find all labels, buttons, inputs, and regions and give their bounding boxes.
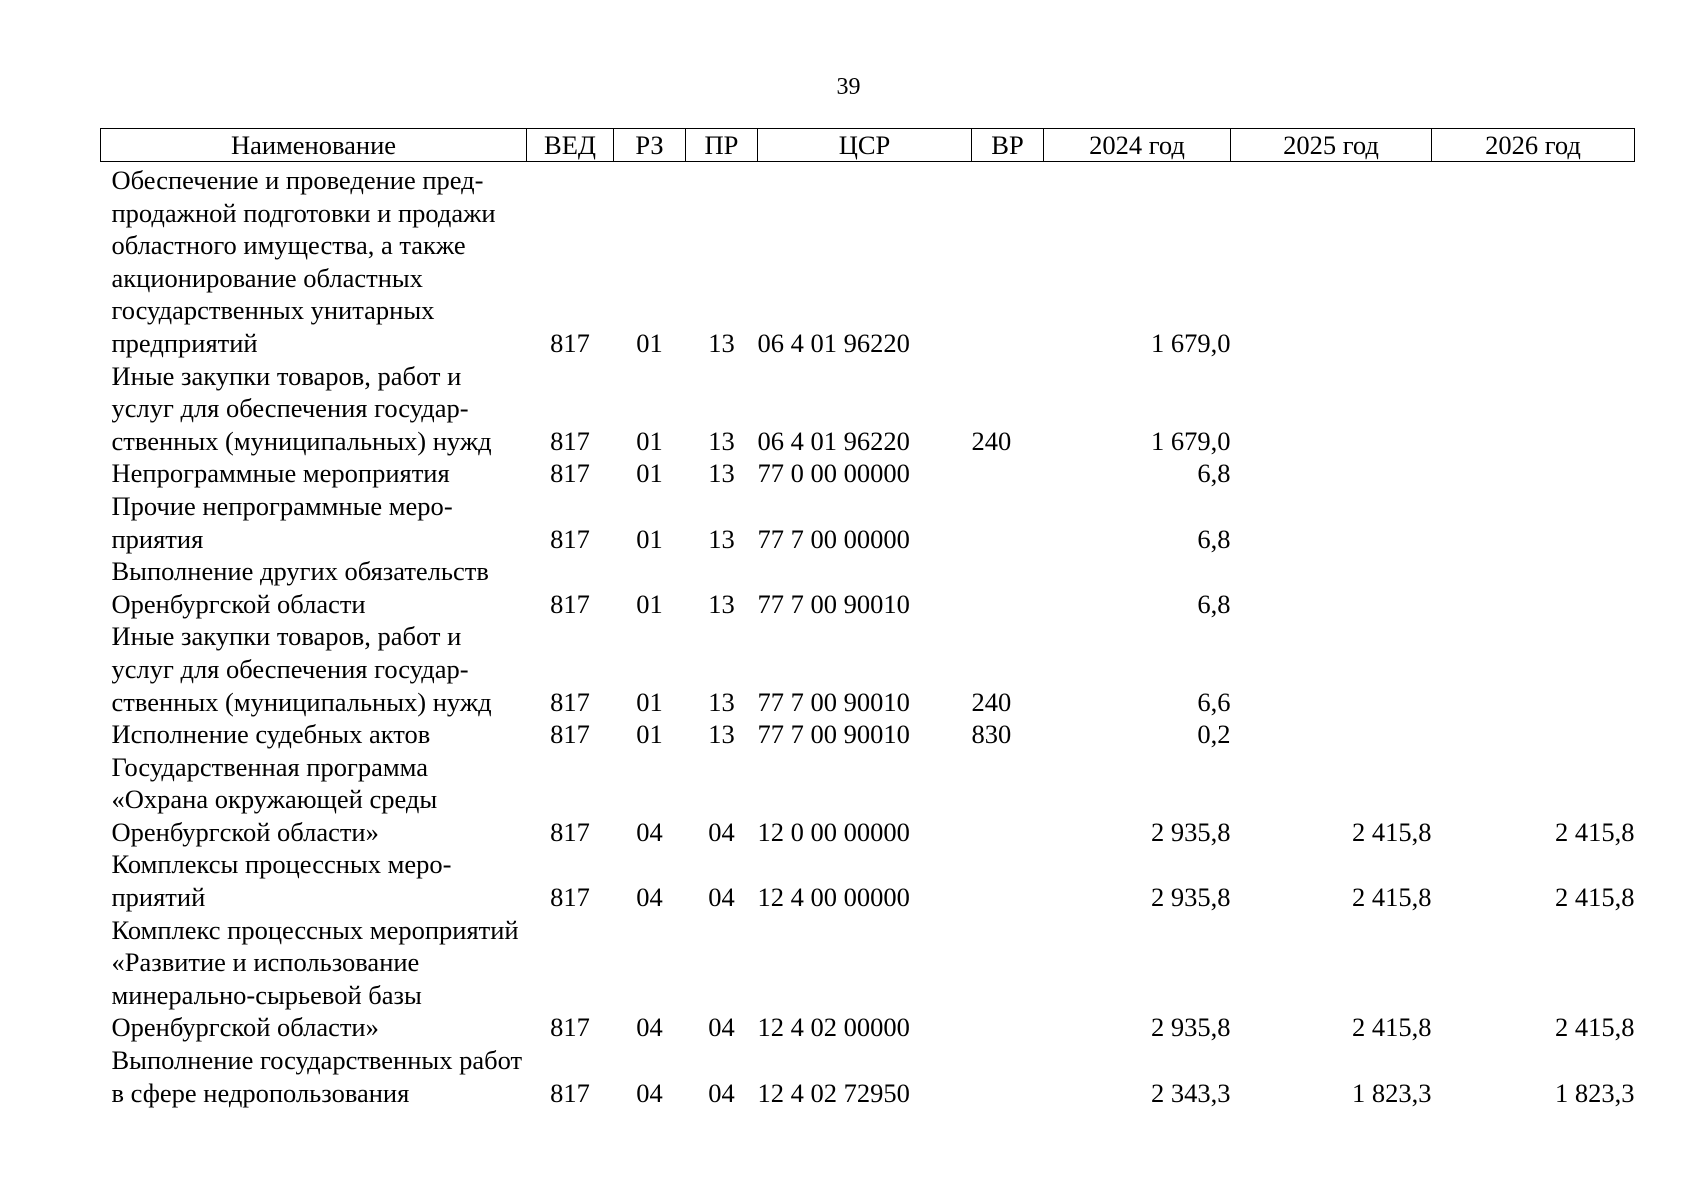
row-2024: 2 935,8 bbox=[1151, 882, 1231, 913]
header-2024: 2024 год bbox=[1044, 129, 1231, 162]
row-rz: 04 bbox=[636, 816, 663, 847]
row-ved: 817 bbox=[550, 1077, 590, 1108]
row-rz: 01 bbox=[636, 686, 663, 717]
row-ved: 817 bbox=[550, 816, 590, 847]
row-2026 bbox=[1432, 490, 1635, 555]
row-name: Государственная программа «Охрана окружающей среды Оренбургской области» bbox=[111, 751, 438, 847]
table-header-row bbox=[101, 129, 1635, 162]
row-ved: 817 bbox=[550, 588, 590, 619]
row-pr: 13 bbox=[708, 458, 735, 489]
table-row bbox=[101, 751, 1635, 849]
row-2025: 2 415,8 bbox=[1352, 1012, 1432, 1043]
row-vr bbox=[972, 1044, 1044, 1109]
row-2025 bbox=[1231, 620, 1432, 718]
row-2025 bbox=[1231, 718, 1432, 751]
row-rz: 01 bbox=[636, 327, 663, 358]
row-csr: 12 4 00 00000 bbox=[757, 882, 910, 913]
row-ved: 817 bbox=[550, 686, 590, 717]
row-2024: 6,8 bbox=[1197, 588, 1231, 619]
header-pr: ПР bbox=[686, 129, 758, 162]
row-2026: 1 823,3 bbox=[1555, 1077, 1635, 1108]
row-2026: 2 415,8 bbox=[1555, 816, 1635, 847]
page-number: 39 bbox=[836, 74, 861, 100]
table-row bbox=[101, 457, 1635, 490]
budget-table bbox=[100, 128, 1635, 1109]
row-ved: 817 bbox=[550, 719, 590, 750]
row-2024: 6,8 bbox=[1197, 458, 1231, 489]
header-2026: 2026 год bbox=[1432, 129, 1635, 162]
row-vr bbox=[972, 914, 1044, 1044]
row-2026: 2 415,8 bbox=[1555, 1012, 1635, 1043]
row-csr: 12 4 02 72950 bbox=[757, 1077, 910, 1108]
row-rz: 01 bbox=[636, 523, 663, 554]
table-row bbox=[101, 555, 1635, 620]
row-pr: 13 bbox=[708, 719, 735, 750]
row-pr: 04 bbox=[708, 882, 735, 913]
row-rz: 01 bbox=[636, 719, 663, 750]
row-vr bbox=[972, 162, 1044, 360]
row-2024: 1 679,0 bbox=[1151, 425, 1231, 456]
row-2026 bbox=[1432, 162, 1635, 360]
header-csr: ЦСР bbox=[758, 129, 972, 162]
row-name: Непрограммные мероприятия bbox=[111, 458, 450, 489]
row-ved: 817 bbox=[550, 425, 590, 456]
row-csr: 77 7 00 00000 bbox=[757, 523, 910, 554]
row-pr: 13 bbox=[708, 588, 735, 619]
row-name: Прочие непрограммные мероприятия bbox=[111, 490, 453, 554]
row-rz: 04 bbox=[636, 1077, 663, 1108]
row-vr: 830 bbox=[971, 719, 1012, 750]
row-2024: 0,2 bbox=[1197, 719, 1231, 750]
row-2026 bbox=[1432, 360, 1635, 458]
row-name: Обеспечение и проведение предпродажной подготовки и продажи областного имущества, а также акционирование областных государственных унитарных предприятий bbox=[111, 165, 496, 358]
row-pr: 13 bbox=[708, 327, 735, 358]
row-csr: 12 0 00 00000 bbox=[757, 816, 910, 847]
row-rz: 01 bbox=[636, 458, 663, 489]
header-name: Наименование bbox=[101, 129, 527, 162]
row-vr bbox=[972, 751, 1044, 849]
row-name: Выполнение других обязательств Оренбургской области bbox=[111, 556, 489, 619]
row-ved: 817 bbox=[550, 882, 590, 913]
row-2024: 6,8 bbox=[1197, 523, 1231, 554]
row-name: Комплекс процессных мероприятий «Развитие и использование минерально-сырьевой базы Оренбургской области» bbox=[111, 914, 519, 1043]
table-row bbox=[101, 914, 1635, 1044]
row-pr: 04 bbox=[708, 1077, 735, 1108]
row-2024: 2 343,3 bbox=[1151, 1077, 1231, 1108]
header-rz: РЗ bbox=[614, 129, 686, 162]
row-vr bbox=[972, 848, 1044, 913]
table-row bbox=[101, 360, 1635, 458]
table-row bbox=[101, 1044, 1635, 1109]
row-vr bbox=[972, 457, 1044, 490]
row-csr: 06 4 01 96220 bbox=[757, 425, 910, 456]
table-row bbox=[101, 848, 1635, 913]
row-csr: 77 7 00 90010 bbox=[757, 719, 910, 750]
row-ved: 817 bbox=[550, 458, 590, 489]
row-vr: 240 bbox=[971, 686, 1012, 717]
row-csr: 77 0 00 00000 bbox=[757, 458, 910, 489]
row-name: Иные закупки товаров, работ и услуг для обеспечения государственных (муниципальных) нужд bbox=[111, 621, 492, 717]
row-csr: 77 7 00 90010 bbox=[757, 686, 910, 717]
row-2024: 2 935,8 bbox=[1151, 1012, 1231, 1043]
row-rz: 01 bbox=[636, 425, 663, 456]
row-2025: 2 415,8 bbox=[1352, 816, 1432, 847]
row-2026 bbox=[1432, 457, 1635, 490]
row-rz: 04 bbox=[636, 1012, 663, 1043]
row-name: Выполнение государственных работ в сфере недропользования bbox=[111, 1045, 523, 1108]
row-ved: 817 bbox=[550, 523, 590, 554]
row-ved: 817 bbox=[550, 327, 590, 358]
row-2025 bbox=[1231, 162, 1432, 360]
row-pr: 04 bbox=[708, 816, 735, 847]
row-2025 bbox=[1231, 490, 1432, 555]
row-name: Комплексы процессных мероприятий bbox=[111, 849, 452, 913]
row-vr bbox=[972, 555, 1044, 620]
row-2024: 6,6 bbox=[1197, 686, 1231, 717]
row-2025 bbox=[1231, 360, 1432, 458]
row-2026 bbox=[1432, 718, 1635, 751]
row-rz: 04 bbox=[636, 882, 663, 913]
row-2025: 1 823,3 bbox=[1352, 1077, 1432, 1108]
row-2026: 2 415,8 bbox=[1555, 882, 1635, 913]
row-pr: 13 bbox=[708, 686, 735, 717]
table-row bbox=[101, 490, 1635, 555]
header-2025: 2025 год bbox=[1231, 129, 1432, 162]
row-name: Иные закупки товаров, работ и услуг для обеспечения государственных (муниципальных) нужд bbox=[111, 360, 492, 456]
row-2024: 2 935,8 bbox=[1151, 816, 1231, 847]
row-vr bbox=[972, 490, 1044, 555]
row-2026 bbox=[1432, 620, 1635, 718]
row-csr: 06 4 01 96220 bbox=[757, 327, 910, 358]
row-csr: 77 7 00 90010 bbox=[757, 588, 910, 619]
row-2025 bbox=[1231, 457, 1432, 490]
header-vr: ВР bbox=[972, 129, 1044, 162]
table-row bbox=[101, 162, 1635, 360]
row-vr: 240 bbox=[971, 425, 1012, 456]
row-2026 bbox=[1432, 555, 1635, 620]
row-pr: 13 bbox=[708, 523, 735, 554]
row-ved: 817 bbox=[550, 1012, 590, 1043]
row-name: Исполнение судебных актов bbox=[111, 719, 431, 750]
row-pr: 04 bbox=[708, 1012, 735, 1043]
row-rz: 01 bbox=[636, 588, 663, 619]
row-csr: 12 4 02 00000 bbox=[757, 1012, 910, 1043]
row-2024: 1 679,0 bbox=[1151, 327, 1231, 358]
row-2025 bbox=[1231, 555, 1432, 620]
row-pr: 13 bbox=[708, 425, 735, 456]
table-row bbox=[101, 718, 1635, 751]
header-ved: ВЕД bbox=[527, 129, 614, 162]
row-2025: 2 415,8 bbox=[1352, 882, 1432, 913]
table-row bbox=[101, 620, 1635, 718]
